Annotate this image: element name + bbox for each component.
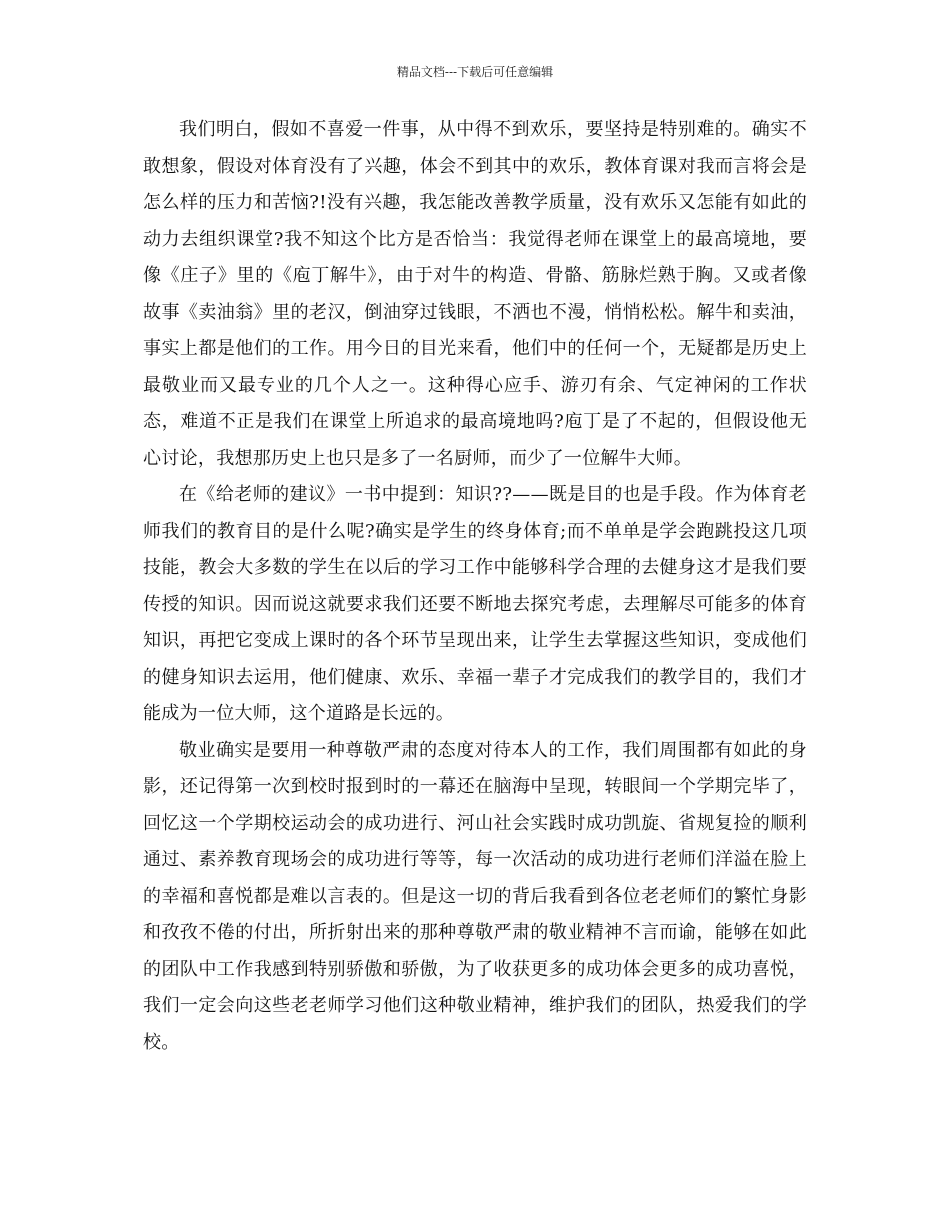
- paragraph-1: 我们明白，假如不喜爱一件事，从中得不到欢乐，要坚持是特别难的。确实不敢想象，假设对体育没有了兴趣，体会不到其中的欢乐，教体育课对我而言将会是怎么样的压力和苦恼?!没有兴趣，我怎能改善教学质量，没有欢乐又怎能有如此的动力去组织课堂?我不知这个比方是否恰当：我觉得老师在课堂上的最高境地，要像《庄子》里的《庖丁解牛》，由于对牛的构造、骨骼、筋脉烂熟于胸。又或者像故事《卖油翁》里的老汉，倒油穿过钱眼，不洒也不漫，悄悄松松。解牛和卖油，事实上都是他们的工作。用今日的目光来看，他们中的任何一个，无疑都是历史上最敬业而又最专业的几个人之一。这种得心应手、游刃有余、气定神闲的工作状态，难道不正是我们在课堂上所追求的最高境地吗?庖丁是了不起的，但假设他无心讨论，我想那历史上也只是多了一名厨师，而少了一位解牛大师。: [143, 119, 807, 469]
- document-body: [143, 112, 807, 1061]
- paragraph-2: 在《给老师的建议》一书中提到：知识??——既是目的也是手段。作为体育老师我们的教育目的是什么呢?确实是学生的终身体育;而不单单是学会跑跳投这几项技能，教会大多数的学生在以后的学习工作中能够科学合理的去健身这才是我们要传授的知识。因而说这就要求我们还要不断地去探究考虑，去理解尽可能多的体育知识，再把它变成上课时的各个环节呈现出来，让学生去掌握这些知识，变成他们的健身知识去运用，他们健康、欢乐、幸福一辈子才完成我们的教学目的，我们才能成为一位大师，这个道路是长远的。: [143, 484, 807, 724]
- paragraph-3: 敬业确实是要用一种尊敬严肃的态度对待本人的工作，我们周围都有如此的身影，还记得第一次到校时报到时的一幕还在脑海中呈现，转眼间一个学期完毕了，回忆这一个学期校运动会的成功进行、河山社会实践时成功凯旋、省规复捡的顺利通过、素养教育现场会的成功进行等等，每一次活动的成功进行老师们洋溢在脸上的幸福和喜悦都是难以言表的。但是这一切的背后我看到各位老老师们的繁忙身影和孜孜不倦的付出，所折射出来的那种尊敬严肃的敬业精神不言而谕，能够在如此的团队中工作我感到特别骄傲和骄傲，为了收获更多的成功体会更多的成功喜悦，我们一定会向这些老老师学习他们这种敬业精神，维护我们的团队，热爱我们的学校。: [143, 739, 807, 1053]
- page-header: 精品文档---下载后可任意编辑: [396, 65, 554, 79]
